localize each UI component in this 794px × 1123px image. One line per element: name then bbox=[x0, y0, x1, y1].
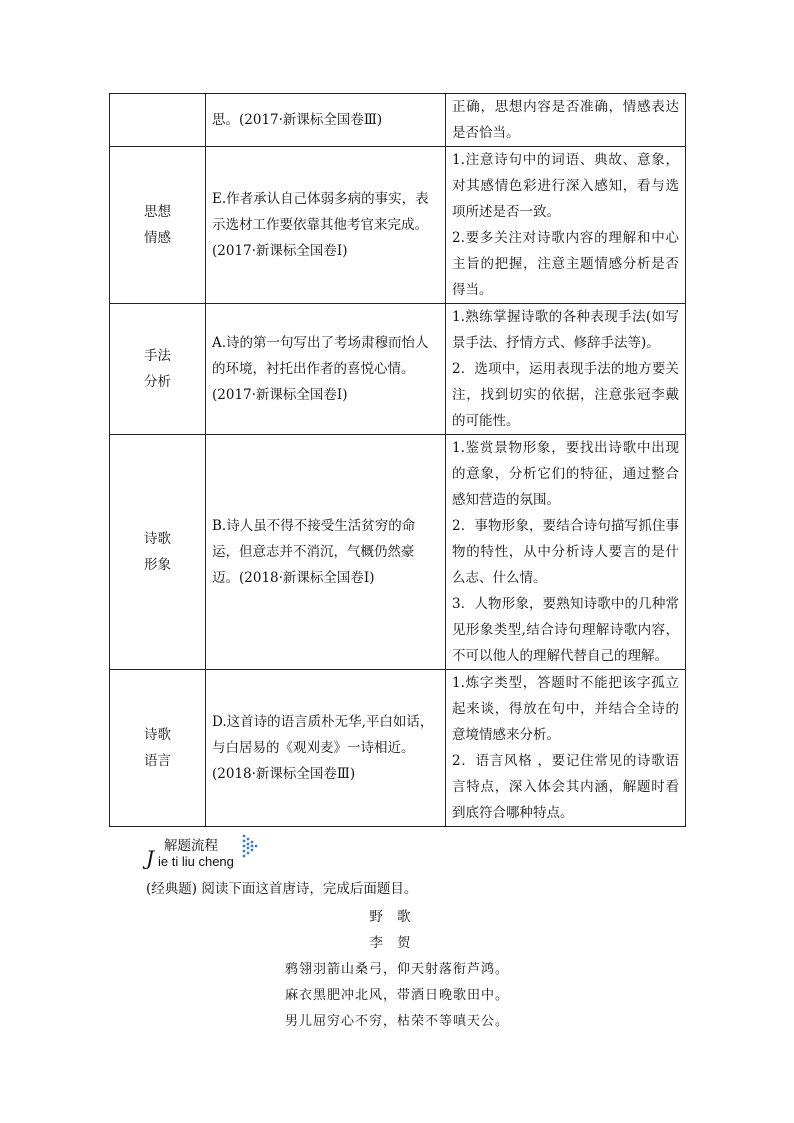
category-cell bbox=[110, 304, 206, 435]
tip-text: 1.熟练掌握诗歌的各种表现手法(如写景手法、抒情方式、修辞手法等)。 bbox=[452, 309, 679, 351]
poem-line: 男儿屈穷心不穷，枯荣不等嗔天公。 bbox=[284, 1014, 509, 1029]
tip-text: 2．语言风格 ，要记住常见的诗歌语言特点，深入体会其内涵，解题时看到底符合哪种特点。 bbox=[452, 753, 679, 821]
category-cell bbox=[110, 147, 206, 304]
section-heading bbox=[146, 834, 346, 874]
heading-title: 解题流程 bbox=[164, 838, 218, 854]
table-row bbox=[110, 670, 686, 827]
example-cell bbox=[206, 94, 446, 147]
dot-arrow-icon bbox=[242, 834, 258, 862]
tip-text: 2．事物形象，要结合诗句描写抓住事物的特性，从中分析诗人要言的是什么志、什么情。 bbox=[452, 518, 679, 586]
poem-line: 鸦翎羽箭山桑弓，仰天射落衔芦鸿。 bbox=[284, 962, 509, 977]
tip-text: 1.鉴赏景物形象，要找出诗歌中出现的意象，分析它们的特征，通过整合感知营造的氛围。 bbox=[452, 440, 679, 508]
heading-pinyin: ie ti liu cheng bbox=[158, 854, 234, 869]
category-label: 手法 bbox=[144, 348, 171, 364]
example-text: E.作者承认自己体弱多病的事实，表示选材工作要依靠其他考官来完成。(2017·新课标全国卷Ⅰ) bbox=[212, 191, 429, 259]
example-text: A.诗的第一句写出了考场肃穆而怡人的环境，衬托出作者的喜悦心情。(2017·新课标全国卷Ⅰ) bbox=[212, 335, 429, 403]
poem-title: 野歌 bbox=[369, 909, 425, 925]
example-cell bbox=[206, 435, 446, 670]
poem-line: 麻衣黑肥冲北风，带酒日晚歌田中。 bbox=[284, 988, 509, 1003]
category-label: 形象 bbox=[144, 557, 171, 573]
category-label: 诗歌 bbox=[144, 727, 171, 743]
category-label: 情感 bbox=[144, 230, 171, 246]
tips-cell bbox=[446, 147, 686, 304]
tips-cell bbox=[446, 94, 686, 147]
comparison-table bbox=[109, 93, 686, 827]
tip-text: 2．选项中，运用表现手法的地方要关注，找到切实的依据，注意张冠李戴的可能性。 bbox=[452, 361, 679, 429]
example-cell bbox=[206, 147, 446, 304]
table-row bbox=[110, 94, 686, 147]
tip-text: 正确，思想内容是否准确，情感表达是否恰当。 bbox=[452, 99, 679, 141]
question-intro: (经典题) 阅读下面这首唐诗，完成后面题目。 bbox=[146, 881, 418, 897]
example-text: D.这首诗的语言质朴无华,平白如话，与白居易的《观刈麦》一诗相近。(2018·新课标全国卷Ⅲ) bbox=[212, 714, 434, 782]
category-cell bbox=[110, 94, 206, 147]
category-cell bbox=[110, 670, 206, 827]
example-cell bbox=[206, 304, 446, 435]
tips-cell bbox=[446, 670, 686, 827]
table-row bbox=[110, 435, 686, 670]
tip-text: 2.要多关注对诗歌内容的理解和中心主旨的把握，注意主题情感分析是否得当。 bbox=[452, 230, 679, 298]
example-cell bbox=[206, 670, 446, 827]
example-text: 思。(2017·新课标全国卷Ⅲ) bbox=[212, 112, 383, 128]
tip-text: 1.注意诗句中的词语、典故、意象，对其感情色彩进行深入感知，看与选项所述是否一致。 bbox=[452, 152, 679, 220]
example-text: B.诗人虽不得不接受生活贫穷的命运，但意志并不消沉，气概仍然豪迈。(2018·新课标全国卷Ⅰ) bbox=[212, 518, 416, 586]
tips-cell bbox=[446, 435, 686, 670]
category-cell bbox=[110, 435, 206, 670]
tip-text: 3．人物形象，要熟知诗歌中的几种常见形象类型,结合诗句理解诗歌内容，不可以他人的理解代替自己的理解。 bbox=[452, 596, 679, 664]
table-row bbox=[110, 147, 686, 304]
category-label: 分析 bbox=[144, 374, 171, 390]
tip-text: 1.炼字类型，答题时不能把该字孤立起来谈，得放在句中，并结合全诗的意境情感来分析。 bbox=[452, 675, 679, 743]
tips-cell bbox=[446, 304, 686, 435]
poem-author: 李贺 bbox=[369, 935, 425, 951]
category-label: 语言 bbox=[144, 753, 171, 769]
heading-initial: J bbox=[146, 846, 155, 870]
category-label: 思想 bbox=[144, 204, 171, 220]
category-label: 诗歌 bbox=[144, 531, 171, 547]
table-row bbox=[110, 304, 686, 435]
